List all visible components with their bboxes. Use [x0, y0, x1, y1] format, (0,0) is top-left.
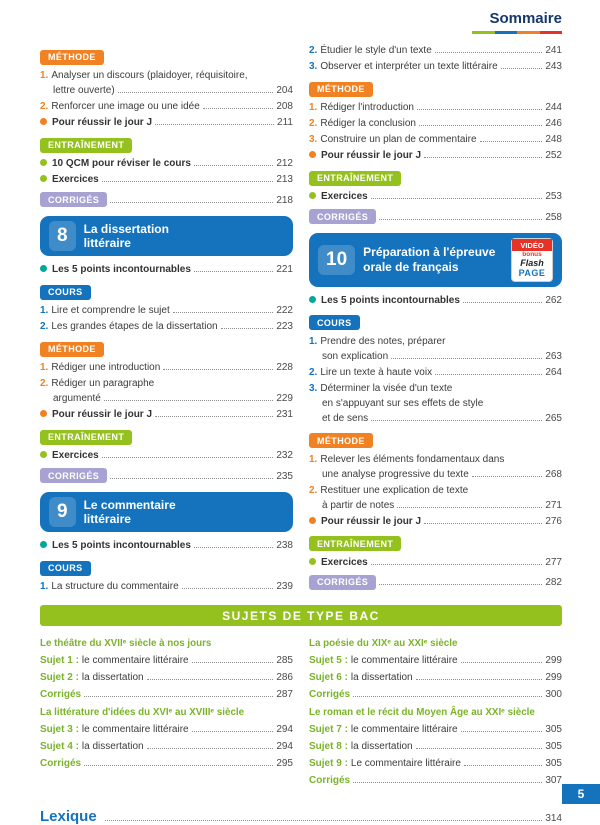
rule-segment-green [472, 31, 495, 34]
bullet-icon [309, 192, 316, 199]
dot-leader [110, 478, 273, 479]
toc-entry [309, 514, 562, 529]
bullet-icon [40, 541, 47, 548]
dot-leader [416, 748, 543, 749]
toc-entry [40, 319, 293, 334]
sujets-heading: La poésie du XIXᵉ au XXIᵉ siècle [309, 638, 458, 649]
dot-leader [435, 52, 543, 53]
toc-entry [40, 99, 293, 114]
entry-number: 1. [40, 581, 49, 592]
toc-entry [40, 376, 293, 406]
dot-leader [194, 165, 273, 166]
chapter-number: 9 [49, 497, 76, 527]
video-badge-flash [512, 259, 552, 279]
entry-number: 1. [309, 335, 318, 347]
entry-text: à partir de notes [322, 499, 395, 511]
dot-leader [102, 457, 274, 458]
dot-leader [84, 765, 273, 766]
sujets-heading: Le théâtre du XVIIᵉ siècle à nos jours [40, 638, 212, 649]
toc-entry [40, 68, 293, 98]
entry-page: 299 [545, 655, 562, 666]
entry-text: Rédiger une introduction [51, 362, 161, 373]
entry-text: Exercices [321, 556, 368, 568]
dot-leader [379, 219, 542, 220]
dot-leader [221, 328, 274, 329]
entry-text: Pour réussir le jour J [52, 409, 153, 420]
entry-text: Les 5 points incontournables [52, 540, 191, 551]
sujet-row [309, 756, 562, 771]
entry-page: 238 [276, 540, 293, 551]
toc-entry [309, 132, 562, 147]
entry-number: 1. [40, 305, 49, 316]
sujet-text: le commentaire littéraire [350, 724, 458, 735]
dot-leader [155, 124, 274, 125]
toc-entry [40, 115, 293, 130]
toc-column-left [40, 42, 293, 595]
sujet-text: la dissertation [350, 741, 413, 752]
corriges-line [309, 209, 562, 224]
toc-entry [40, 579, 293, 594]
entry-page: 305 [545, 724, 562, 735]
cours-badge: COURS [40, 561, 91, 576]
entry-page: 314 [545, 813, 562, 824]
corriges-badge: CORRIGÉS [309, 209, 376, 224]
dot-leader [417, 109, 542, 110]
chapter-number: 8 [49, 221, 76, 251]
dot-leader [105, 820, 543, 821]
entry-text: Exercices [52, 450, 99, 461]
corriges-row [40, 756, 293, 771]
toc-entry [309, 555, 562, 570]
entry-page: 253 [545, 191, 562, 202]
entry-page: 305 [545, 741, 562, 752]
entry-page: 286 [276, 672, 293, 683]
entry-number: 2. [40, 378, 49, 389]
entry-number: 3. [309, 382, 318, 394]
rule-segment-blue [495, 31, 518, 34]
chapter-title-line: La dissertation [83, 221, 169, 236]
sujet-row [309, 670, 562, 685]
sujet-label: Sujet 7 : [309, 724, 348, 735]
dot-leader [397, 507, 542, 508]
sujet-text: la dissertation [350, 672, 413, 683]
entry-text: Lire un texte à haute voix [320, 366, 433, 378]
bullet-icon [40, 410, 47, 417]
dot-leader [163, 369, 273, 370]
entry-number: 2. [40, 101, 49, 112]
entry-number: 3. [309, 134, 318, 145]
sujet-text: la dissertation [81, 672, 144, 683]
video-badge-top: VIDÉO [512, 239, 552, 251]
sujet-row [40, 722, 293, 737]
dot-leader [379, 584, 542, 585]
corriges-label: Corrigés [40, 758, 82, 769]
entry-number: 2. [309, 45, 318, 56]
entry-page: 222 [276, 305, 293, 316]
entry-text: lettre ouverte) [53, 85, 115, 96]
dot-leader [371, 198, 543, 199]
entry-page: 282 [545, 577, 562, 589]
sujet-row [309, 722, 562, 737]
toc-entry [40, 172, 293, 187]
entry-text: en s'appuyant sur ses effets de style [322, 397, 484, 409]
entry-text: Rédiger l'introduction [320, 102, 414, 113]
methode-badge: MÉTHODE [309, 82, 373, 97]
entry-page: 232 [276, 450, 293, 461]
entry-page: 285 [276, 655, 293, 666]
sujet-label: Sujet 8 : [309, 741, 348, 752]
toc-entry [40, 538, 293, 553]
entry-number: 3. [309, 61, 318, 72]
entry-text: Prendre des notes, préparer [320, 335, 446, 347]
lexique-title: Lexique [40, 808, 97, 825]
cours-badge: COURS [309, 315, 360, 330]
entry-page: 294 [276, 724, 293, 735]
entry-text: Déterminer la visée d'un texte [320, 382, 453, 394]
dot-leader [194, 271, 273, 272]
toc-entry [309, 365, 562, 380]
sujets-column-right [309, 633, 562, 790]
corriges-badge: CORRIGÉS [309, 575, 376, 590]
entry-page: 218 [276, 194, 293, 206]
toc-entry [309, 189, 562, 204]
page-number-badge: 5 [562, 784, 600, 804]
bullet-icon [309, 558, 316, 565]
entry-text: La structure du commentaire [51, 581, 179, 592]
entry-page: 263 [545, 350, 562, 362]
entry-page: 231 [276, 409, 293, 420]
toc-entry [40, 303, 293, 318]
sujet-text: le commentaire littéraire [350, 655, 458, 666]
toc-entry [309, 334, 562, 364]
corriges-line [309, 575, 562, 590]
sujet-label: Sujet 1 : [40, 655, 79, 666]
dot-leader [371, 420, 542, 421]
sujet-row [309, 653, 562, 668]
entry-page: 243 [545, 61, 562, 72]
sujets-heading: Le roman et le récit du Moyen Âge au XXIᵉ siècle [309, 707, 535, 718]
chapter-title-line: Le commentaire [83, 497, 176, 512]
rule-segment-red [540, 31, 563, 34]
entry-text: Étudier le style d'un texte [320, 45, 432, 56]
methode-badge: MÉTHODE [40, 50, 104, 65]
dot-leader [391, 358, 542, 359]
dot-leader [84, 696, 273, 697]
toc-entry [40, 360, 293, 375]
dot-leader [353, 696, 542, 697]
dot-leader [424, 523, 542, 524]
corriges-line [40, 468, 293, 483]
entry-text: Rédiger un paragraphe [51, 378, 155, 389]
dot-leader [472, 476, 543, 477]
entry-page: 299 [545, 672, 562, 683]
chapter-title [363, 245, 495, 274]
page-title: Sommaire [489, 10, 562, 27]
chapter-title-line: Préparation à l'épreuve [363, 245, 496, 260]
corriges-row [309, 773, 562, 788]
toc-entry [40, 156, 293, 171]
entry-text: Exercices [52, 174, 99, 185]
sujets-bac-bar: SUJETS DE TYPE BAC [40, 605, 562, 626]
dot-leader [182, 588, 274, 589]
dot-leader [416, 679, 543, 680]
sujet-text: la dissertation [81, 741, 144, 752]
entry-text: Pour réussir le jour J [52, 117, 153, 128]
entry-text: Les 5 points incontournables [52, 264, 191, 275]
entry-text: Analyser un discours (plaidoyer, réquisitoire, [51, 70, 248, 81]
entry-page: 265 [545, 412, 562, 424]
entry-number: 1. [40, 70, 49, 81]
entry-number: 1. [309, 102, 318, 113]
sujet-label: Sujet 2 : [40, 672, 79, 683]
entry-number: 1. [40, 362, 49, 373]
video-badge-flash-word: Flash [520, 257, 544, 268]
page-header [40, 10, 562, 34]
entry-text: Pour réussir le jour J [321, 515, 422, 527]
entry-page: 211 [277, 117, 293, 128]
corriges-line [40, 192, 293, 207]
dot-leader [173, 312, 274, 313]
entrainement-badge: ENTRAÎNEMENT [309, 536, 401, 551]
methode-badge: MÉTHODE [309, 433, 373, 448]
dot-leader [501, 68, 543, 69]
sujet-text: Le commentaire littéraire [350, 758, 461, 769]
entry-page: 235 [276, 470, 293, 482]
bullet-icon [40, 159, 47, 166]
corriges-label: Corrigés [309, 689, 351, 700]
entry-page: 246 [545, 118, 562, 129]
sujet-text: le commentaire littéraire [81, 655, 189, 666]
toc-column-right [309, 42, 562, 595]
toc-entry [309, 381, 562, 426]
entry-page: 228 [276, 362, 293, 373]
entry-page: 262 [545, 294, 562, 306]
video-badge-page-word: PAGE [518, 267, 546, 278]
chapter-8-box [40, 216, 293, 256]
chapter-9-box [40, 492, 293, 532]
entry-text: son explication [322, 350, 389, 362]
entry-page: 287 [276, 689, 293, 700]
bullet-icon [309, 151, 316, 158]
entry-page: 276 [545, 515, 562, 527]
dot-leader [147, 679, 274, 680]
entry-page: 248 [545, 134, 562, 145]
entry-text: une analyse progressive du texte [322, 468, 469, 480]
entry-page: 264 [545, 366, 562, 378]
dot-leader [371, 564, 543, 565]
entry-text: 10 QCM pour réviser le cours [52, 158, 191, 169]
sujet-row [40, 739, 293, 754]
corriges-badge: CORRIGÉS [40, 468, 107, 483]
entrainement-badge: ENTRAÎNEMENT [40, 430, 132, 445]
chapter-title [84, 498, 176, 527]
bullet-icon [40, 175, 47, 182]
lexique-row [40, 808, 562, 825]
sujet-row [40, 670, 293, 685]
dot-leader [155, 416, 273, 417]
corriges-badge: CORRIGÉS [40, 192, 107, 207]
entry-text: Construire un plan de commentaire [320, 134, 477, 145]
sujet-label: Sujet 6 : [309, 672, 348, 683]
cours-badge: COURS [40, 285, 91, 300]
bullet-icon [309, 296, 316, 303]
dot-leader [353, 782, 542, 783]
dot-leader [424, 157, 542, 158]
header-accent-rule [472, 31, 562, 34]
bullet-icon [40, 118, 47, 125]
toc-columns [40, 42, 562, 595]
toc-entry [40, 448, 293, 463]
entry-text: Exercices [321, 191, 368, 202]
toc-entry [309, 148, 562, 163]
entry-text: argumenté [53, 393, 101, 404]
entry-text: Observer et interpréter un texte littéraire [320, 61, 498, 72]
sujets-column-left [40, 633, 293, 790]
dot-leader [194, 547, 273, 548]
entry-page: 300 [545, 689, 562, 700]
sujet-label: Sujet 9 : [309, 758, 348, 769]
entry-text: Lire et comprendre le sujet [51, 305, 170, 316]
entry-page: 295 [276, 758, 293, 769]
dot-leader [435, 374, 542, 375]
video-badge-bonus: bonus [522, 251, 542, 258]
sujet-row [309, 739, 562, 754]
sujet-label: Sujet 5 : [309, 655, 348, 666]
entry-number: 2. [40, 321, 49, 332]
entry-number: 1. [309, 453, 318, 465]
entry-page: 258 [545, 211, 562, 223]
entry-text: Restituer une explication de texte [320, 484, 469, 496]
entry-page: 244 [545, 102, 562, 113]
entry-page: 271 [545, 499, 562, 511]
dot-leader [461, 662, 543, 663]
entry-page: 221 [276, 264, 293, 275]
dot-leader [192, 731, 274, 732]
entry-page: 307 [545, 775, 562, 786]
chapter-title-line: littéraire [83, 236, 131, 250]
dot-leader [110, 202, 273, 203]
bullet-icon [40, 265, 47, 272]
dot-leader [118, 92, 274, 93]
toc-entry [309, 452, 562, 482]
sujet-label: Sujet 4 : [40, 741, 79, 752]
entry-number: 2. [309, 118, 318, 129]
sujets-heading: La littérature d'idées du XVIᵉ au XVIIIᵉ siècle [40, 707, 245, 718]
entry-text: Renforcer une image ou une idée [51, 101, 200, 112]
toc-entry [309, 100, 562, 115]
rule-segment-orange [517, 31, 540, 34]
entry-page: 212 [276, 158, 293, 169]
toc-entry [309, 293, 562, 308]
entry-text: Relever les éléments fondamentaux dans [320, 453, 505, 465]
entry-page: 241 [545, 45, 562, 56]
sujet-label: Sujet 3 : [40, 724, 79, 735]
entry-text: Pour réussir le jour J [321, 150, 422, 161]
entry-page: 239 [276, 581, 293, 592]
chapter-10-box [309, 233, 562, 287]
corriges-label: Corrigés [309, 775, 351, 786]
chapter-title-line: littéraire [83, 512, 131, 526]
entry-text: et de sens [322, 412, 369, 424]
entrainement-badge: ENTRAÎNEMENT [40, 138, 132, 153]
entry-number: 2. [309, 484, 318, 496]
entry-number: 2. [309, 366, 318, 378]
entry-page: 229 [276, 393, 293, 404]
toc-entry [309, 116, 562, 131]
video-bonus-badge [511, 238, 553, 282]
entry-page: 204 [276, 85, 293, 96]
dot-leader [192, 662, 274, 663]
sujet-row [40, 653, 293, 668]
entry-page: 305 [545, 758, 562, 769]
entry-text: Les grandes étapes de la dissertation [51, 321, 218, 332]
dot-leader [147, 748, 274, 749]
methode-badge: MÉTHODE [40, 342, 104, 357]
toc-entry [309, 59, 562, 74]
entry-page: 252 [545, 150, 562, 161]
entrainement-badge: ENTRAÎNEMENT [309, 171, 401, 186]
corriges-label: Corrigés [40, 689, 82, 700]
corriges-row [309, 687, 562, 702]
dot-leader [463, 302, 542, 303]
dot-leader [419, 125, 542, 126]
dot-leader [461, 731, 543, 732]
corriges-row [40, 687, 293, 702]
entry-page: 268 [545, 468, 562, 480]
entry-page: 208 [276, 101, 293, 112]
toc-entry [40, 407, 293, 422]
entry-text: Les 5 points incontournables [321, 294, 460, 306]
entry-page: 277 [545, 556, 562, 568]
toc-entry [40, 262, 293, 277]
dot-leader [464, 765, 542, 766]
toc-entry [309, 43, 562, 58]
bullet-icon [40, 451, 47, 458]
chapter-number: 10 [318, 245, 355, 275]
entry-page: 213 [276, 174, 293, 185]
dot-leader [104, 400, 274, 401]
bullet-icon [309, 517, 316, 524]
chapter-title [84, 222, 169, 251]
dot-leader [102, 181, 274, 182]
toc-entry [309, 483, 562, 513]
sujet-text: le commentaire littéraire [81, 724, 189, 735]
dot-leader [203, 108, 274, 109]
chapter-title-line: orale de français [363, 259, 459, 274]
entry-page: 223 [276, 321, 293, 332]
dot-leader [480, 141, 543, 142]
entry-text: Rédiger la conclusion [320, 118, 416, 129]
sujets-section [40, 605, 562, 790]
entry-page: 294 [276, 741, 293, 752]
